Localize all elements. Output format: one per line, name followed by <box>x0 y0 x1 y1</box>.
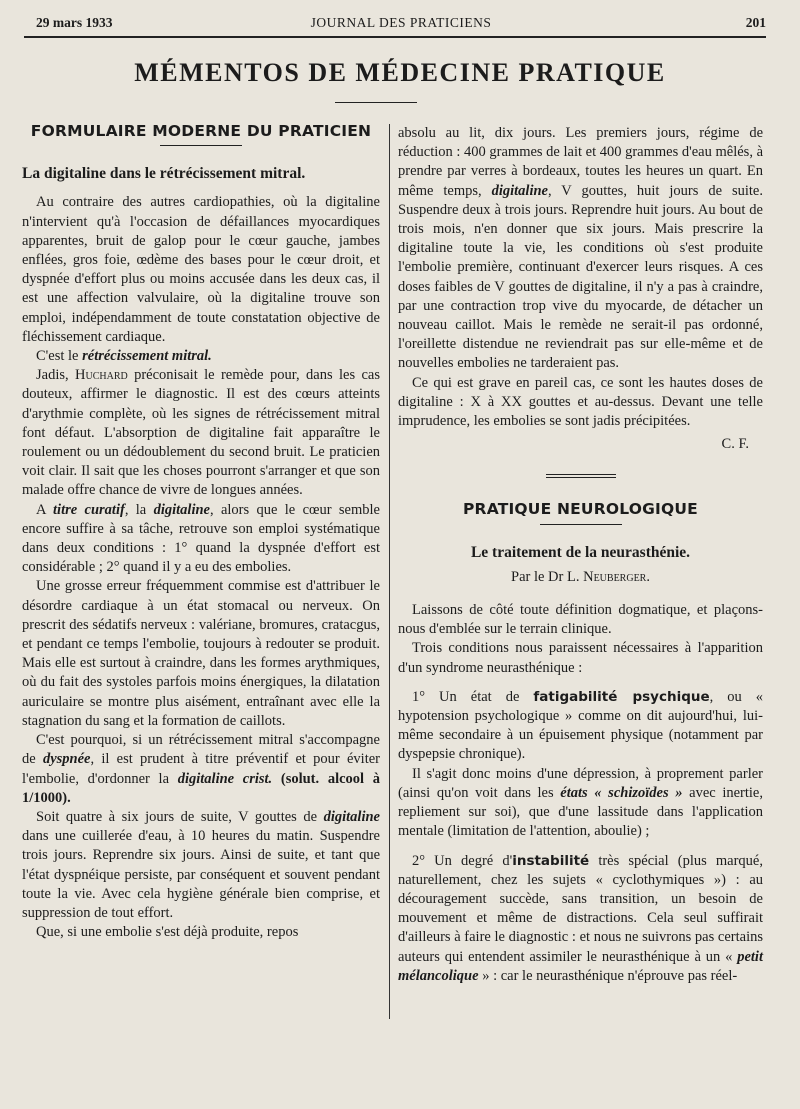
emphasis: rétrécissement mitral. <box>82 348 212 365</box>
emphasis: digitaline <box>153 501 210 518</box>
key-term: fatigabilité psychique <box>533 688 710 705</box>
author-name: Huchard <box>75 367 128 384</box>
text: très spécial (plus marqué, naturellement, chez les sujets « cyclothymiques ») : au découragement succède, sans transition, un besoin de mouvement et même de distractions. Cela seul suffirait d'ailleurs à faire le diagnostic : et nous ne suivrons pas certains auteurs qui entendent assimiler le neurasthénique à un « <box>398 852 763 965</box>
right-column <box>398 124 763 986</box>
header-rule <box>24 36 766 38</box>
page-number: 201 <box>745 15 766 30</box>
emphasis: états « schizoïdes » <box>560 784 683 801</box>
text: , alors que le cœur semble encore suffire à sa tâche, retrouve son emploi systématique dans deux conditions : 1° quand la dyspnée d'effort est considérable ; 2° quand il y a eu des embolies. <box>22 501 380 576</box>
title-rule <box>335 102 417 103</box>
issue-date: 29 mars 1933 <box>36 15 113 30</box>
text: 2° Un degré d' <box>412 852 513 869</box>
paragraph <box>22 731 380 808</box>
article-title-digitaline: La digitaline dans le rétrécissement mitral. <box>22 165 306 183</box>
paragraph <box>398 852 763 986</box>
main-title: MÉMENTOS DE MÉDECINE PRATIQUE <box>134 58 666 87</box>
text: C'est pourquoi, si un rétrécissement mitral s'accompagne de <box>22 732 380 768</box>
paragraph <box>398 124 763 374</box>
column-separator <box>389 124 390 1019</box>
text: avec inertie, repliement sur soi), que d'une lassitude dans l'application mentale (limitation de l'attention, aboulie) ; <box>398 784 763 840</box>
text: préconisait le remède pour, dans les cas douteux, affirmer le diagnostic. Il est des cœurs atteints d'arythmie complète, où les signes de rétrécissement mitral font défaut. L'absorption de digitaline fait apparaître le roulement ou un dédoublement du second bruit. Le praticien voit clair. Il sait que les choses pourront s'arranger et que son malade offre chance de vivre de longues années. <box>22 367 380 499</box>
paragraph <box>22 193 380 347</box>
text: A <box>36 501 54 518</box>
left-column <box>22 122 380 942</box>
byline <box>398 568 763 587</box>
paragraph <box>398 688 763 765</box>
section-divider <box>546 474 616 478</box>
journal-name: JOURNAL DES PRATICIENS <box>310 15 492 30</box>
signature: C. F. <box>721 436 749 453</box>
section-title-neurologique: PRATIQUE NEUROLOGIQUE <box>463 500 698 519</box>
section-rule <box>160 145 242 146</box>
paragraph <box>398 639 763 677</box>
text: Ce qui est grave en pareil cas, ce sont les hautes doses de digitaline : X à XX gouttes et au-dessus. Devant une telle imprudence, les embolies se sont jadis précipitées. <box>398 374 763 430</box>
text: C'est le <box>36 348 83 365</box>
paragraph <box>398 601 763 639</box>
emphasis: petit mélancolique <box>398 948 763 984</box>
text: , V gouttes, huit jours de suite. Suspendre deux à trois jours. Reprendre huit jours. Au bout de trois mois, n'en donner que six jours. Mais prescrire la digitaline toute la vie, les conditions où s'est produite l'embolie première, continuant d'exercer leurs risques. A ces doses faibles de V gouttes de digitaline, il n'y a pas à craindre, par une contraction trop vive du myocarde, de détacher un nouveau caillot. Mais le remède ne serait-il pas ordonné, l'oreillette distendue ne reviendrait pas sur elle-même et de nouvelles embolies ne tarderaient pas. <box>398 182 763 372</box>
text: dans une cuillerée d'eau, à 10 heures du matin. Suspendre trois jours. Reprendre six jours. Ainsi de suite, et tant que l'état dyspnéique persiste, par conséquent et souvent pendant toute la vie. Avec cela hygiène générale bien comprise, et suppression de tout effort. <box>22 828 380 921</box>
emphasis: titre curatif <box>53 501 125 518</box>
emphasis: digitaline <box>323 808 380 825</box>
paragraph <box>22 366 380 500</box>
author-name: Neuberger <box>583 568 647 585</box>
text: . <box>646 568 650 585</box>
section-title-formulaire: FORMULAIRE MODERNE DU PRATICIEN <box>30 122 372 140</box>
text: Trois conditions nous paraissent nécessaires à l'apparition d'un syndrome neurasthénique : <box>398 640 763 676</box>
paragraph <box>22 808 380 923</box>
emphasis: digitaline <box>491 182 548 199</box>
paragraph <box>22 347 380 366</box>
text: , ou « hypotension psychologique » comme on dit aujourd'hui, lui-même secondaire à un épuisement physique (notamment par dyspepsie chronique). <box>398 688 764 763</box>
article-title-neurasthenie: Le traitement de la neurasthénie. <box>470 543 691 561</box>
text: Jadis, <box>36 367 76 384</box>
text: Laissons de côté toute définition dogmatique, et plaçons-nous d'emblée sur le terrain clinique. <box>398 602 763 638</box>
section-rule <box>540 524 622 525</box>
dosage: (solut. alcool à 1/1000). <box>22 770 380 806</box>
text: » : car le neurasthénique n'éprouve pas réel- <box>478 967 738 984</box>
emphasis: digitaline crist. <box>177 770 273 787</box>
running-header <box>36 15 766 33</box>
key-term: instabilité <box>512 852 590 869</box>
paragraph <box>22 577 380 731</box>
text: Une grosse erreur fréquemment commise est d'attribuer le désordre cardiaque à un état stomacal ou nerveux. On prescrit des sédatifs nerveux : valériane, bromures, cratacgus, et pendant ce temps l'embolie, toujours à redouter se produit. Mais elle est surtout à craindre, dans les formes arythmiques, où du fait des systoles parfois moins énergiques, la dilatation auriculaire se montre plus aisément, entraînant avec elle la stagnation du sang et la formation de caillots. <box>22 578 380 729</box>
text: Que, si une embolie s'est déjà produite, repos <box>36 924 299 941</box>
paragraph <box>398 765 763 842</box>
text: Il s'agit donc moins d'une dépression, à proprement parler (ainsi qu'on voit dans les <box>398 765 763 801</box>
text: , la <box>124 501 154 518</box>
text: Au contraire des autres cardiopathies, où la digitaline n'intervient qu'à l'occasion de défaillances myocardiques apparentes, bruit de galop pour le cœur gauche, jambes enflées, gros foie, œdème des bases pour le cœur droit, et dyspnée d'effort plus ou moins accusée dans les deux cas, il est une affection valvulaire, où la digitaline trouve son emploi, indépendamment de toute constatation objective de fléchissement cardiaque. <box>22 194 380 345</box>
text: 1° Un état de <box>412 688 534 705</box>
text: Soit quatre à six jours de suite, V gouttes de <box>36 808 324 825</box>
paragraph <box>22 923 380 942</box>
paragraph <box>398 374 763 432</box>
paragraph <box>22 501 380 578</box>
text: Par le Dr L. <box>511 568 584 585</box>
text: absolu au lit, dix jours. Les premiers jours, régime de réduction : 400 grammes de lait et 400 grammes d'eau mêlés, à prendre par verres à bordeaux, toutes les heures un quart. En même temps, <box>398 125 763 199</box>
emphasis: dyspnée <box>42 751 91 768</box>
text: , il est prudent à titre préventif et pour éviter l'embolie, d'ordonner la <box>22 751 381 787</box>
